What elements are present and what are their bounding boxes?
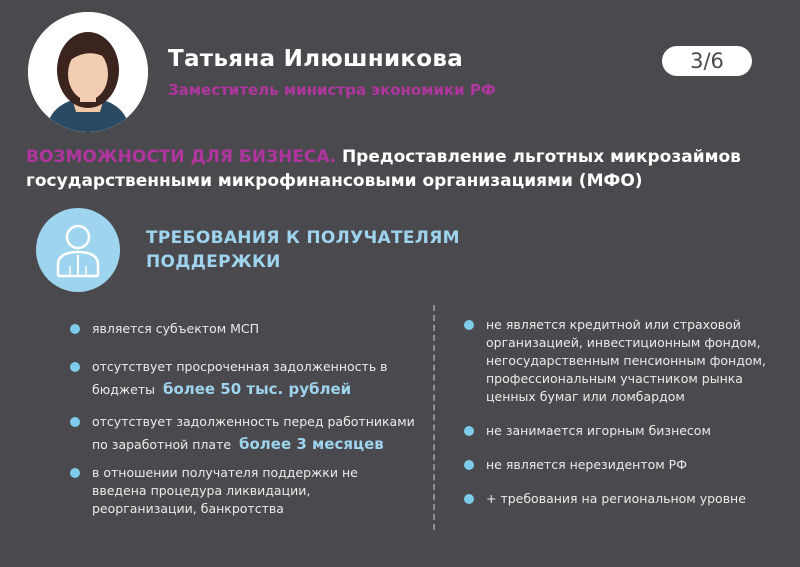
bullet-icon: [70, 362, 80, 372]
headline: [26, 145, 786, 193]
requirement-item: отсутствует задолженность перед работниками по заработной плате более 3 месяцев: [92, 411, 422, 456]
highlight-value: более 50 тыс. рублей: [162, 380, 352, 398]
page-indicator-badge: 3/6: [662, 46, 752, 76]
requirements-title-line2: ПОДДЕРЖКИ: [146, 252, 281, 272]
requirement-item: в отношении получателя поддержки не введена процедура ликвидации, реорганизации, банкротства: [92, 464, 412, 518]
bullet-icon: [464, 494, 474, 504]
bullet-icon: [464, 320, 474, 330]
person-icon: [36, 208, 120, 292]
requirement-item: не является нерезидентом РФ: [486, 456, 776, 474]
bullet-icon: [464, 460, 474, 470]
bullet-icon: [70, 417, 80, 427]
headline-text: Предоставление льготных микрозаймов государственными микрофинансовыми организациями (МФО): [26, 147, 741, 191]
highlight-value: более 3 месяцев: [239, 435, 384, 453]
speaker-role: Заместитель министра экономики РФ: [168, 81, 496, 99]
column-divider: [433, 305, 435, 530]
requirements-title: [146, 226, 460, 274]
speaker-name: Татьяна Илюшникова: [168, 46, 464, 72]
requirement-item: + требования на региональном уровне: [486, 490, 776, 508]
headline-accent: ВОЗМОЖНОСТИ ДЛЯ БИЗНЕСА.: [26, 147, 337, 167]
requirements-title-line1: ТРЕБОВАНИЯ К ПОЛУЧАТЕЛЯМ: [146, 228, 460, 248]
requirement-item: является субъектом МСП: [92, 320, 412, 338]
avatar: [28, 12, 148, 132]
bullet-icon: [70, 324, 80, 334]
requirement-item: не занимается игорным бизнесом: [486, 422, 776, 440]
requirement-item: отсутствует просроченная задолженность в бюджеты более 50 тыс. рублей: [92, 356, 392, 401]
bullet-icon: [464, 426, 474, 436]
bullet-icon: [70, 468, 80, 478]
requirement-item: не является кредитной или страховой организацией, инвестиционным фондом, негосударственным пенсионным фондом, профессиональным участником рынка ценных бумаг или ломбардом: [486, 316, 776, 406]
